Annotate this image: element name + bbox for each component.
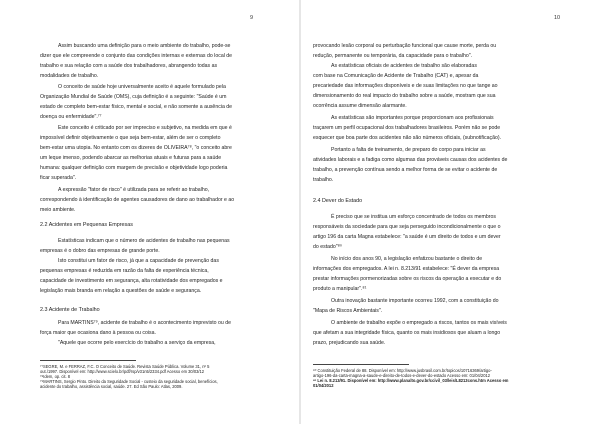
paragraph-line: dimensionamento do real impacto do trabalho sobre a saúde, mostram que sua: [313, 93, 496, 99]
paragraph-line: modalidades de trabalho.: [40, 73, 99, 79]
paragraph-line: traçarem um perfil ocupacional dos trabalhadores brasileiros. Porém não se pode: [313, 125, 501, 131]
section-heading: 2.4 Dever do Estado: [313, 198, 363, 204]
paragraph-line: informações dos empregados. A lei n. 8.213/91 estabelece: "É dever da empresa: [313, 266, 500, 272]
paragraph-line: prestar informações pormenorizadas sobre os riscos da operação a executar e do: [313, 276, 502, 282]
paragraph-line: As estatísticas oficiais de acidentes de trabalho são elaboradas: [331, 63, 477, 69]
footnote: ⁷⁷SEGRE, M. e FERRAZ, F.C. O Conceito de Saúde. Revista Saúde Pública. Volume 31, nº 5: [40, 364, 210, 369]
paragraph-line: pequenas empresas é reduzida em razão da falta de experiência técnica,: [40, 268, 209, 274]
paragraph-line: com base na Comunicação de Acidente de Trabalho (CAT) e, apesar da: [313, 73, 479, 79]
paragraph-line: trabalho, a prevenção contínua sendo a melhor forma de se evitar o acidente de: [313, 167, 498, 173]
left-page: [0, 0, 299, 424]
footnote: 01/04/2012: [313, 383, 334, 388]
page-number: 10: [554, 15, 561, 21]
paragraph-line: empresas é o dobro das empresas de grande porte.: [40, 248, 160, 254]
paragraph-line: ficar superada".: [40, 175, 77, 181]
paragraph-line: humana: qualquer definição com margem de precisão e objetividade logo poderia: [40, 165, 228, 171]
paragraph-line: É preciso que se institua um esforço concentrado de todos os membros: [331, 214, 496, 220]
paragraph-line: ocorrência assume dimensão alarmante.: [313, 103, 407, 109]
paragraph-line: Para MARTINS⁷⁹, acidente de trabalho é o acontecimento imprevisto ou de: [58, 320, 231, 326]
paragraph-line: Estatísticas indicam que o número de acidentes de trabalho nas pequenas: [58, 238, 230, 244]
paragraph-line: "Aquele que ocorre pelo exercício do trabalho a serviço da empresa,: [58, 340, 216, 346]
paragraph-line: "Mapa de Riscos Ambientais".: [313, 308, 383, 314]
paragraph-line: provocando lesão corporal ou perturbação funcional que cause morte, perda ou: [313, 43, 497, 49]
footnote: artigo-196-da-carta-magna-a-saude-e-direito-de-todos-e-dever-do-estado Acesso em: 01/04/2012: [313, 373, 491, 378]
paragraph-line: Assim buscando uma definição para o meio ambiente do trabalho, pode-se: [58, 43, 231, 49]
paragraph-line: doença ou enfermidade".⁷⁷: [40, 114, 102, 120]
footnote: ⁷⁸Idem, op. cit. 8: [40, 374, 71, 379]
paragraph-line: que afetam a sua integridade física, quanto os mais insidiosos que aluam a longo: [313, 330, 501, 336]
paragraph-line: precariedade das informações disponíveis e de suas limitações no que tange ao: [313, 83, 498, 89]
paragraph-line: força maior que ocasiona dano à pessoa ou coisa.: [40, 330, 156, 336]
paragraph-line: produto a manipular".⁸¹: [313, 286, 367, 292]
paragraph-line: dizer que ele compreende o conjunto das condições internas e externas do local de: [40, 53, 233, 59]
section-heading: 2.3 Acidente de Trabalho: [40, 307, 100, 313]
paragraph-line: bem-estar uma utopia. No entanto com os dizeres de OLIVEIRA⁷⁸, "o conceito abre: [40, 145, 232, 151]
paragraph-line: impossível definir objetivamente o que seja bem-estar, além de ser o completo: [40, 135, 221, 141]
paragraph-line: um leque imenso, podendo abarcar as melhorias atuais e futuras para a saúde: [40, 155, 222, 161]
footnote: ⁸¹ Lei n. 8.213/91. Disponível em: http://www.planalto.gov.br/ccivil_03/leis/L8213cons.htm Acesso em: [313, 378, 509, 383]
page-number: 9: [250, 15, 254, 21]
paragraph-line: A expressão "fator de risco" é utilizada para se referir ao trabalho,: [58, 187, 210, 193]
paragraph-line: responsáveis da sociedade para que seja perseguido incondicionalmente o que o: [313, 224, 501, 230]
paragraph-line: O ambiente de trabalho expõe o empregado a riscos, tantos os mais visíveis: [331, 320, 507, 326]
paragraph-line: Isto constitui um fator de risco, já que a capacidade de prevenção das: [58, 258, 219, 264]
footnote: ⁷⁹MARTINS, Sergio Pinto. Direito da Seguridade Social - custeio da seguridade social, benefícios,: [40, 379, 218, 384]
paragraph-line: do estado"⁸⁰: [313, 244, 342, 250]
paragraph-line: trabalho.: [313, 177, 334, 183]
section-heading: 2.2 Acidentes em Pequenas Empresas: [40, 222, 133, 228]
paragraph-line: legislação mais branda em relação a questões de saúde e segurança.: [40, 288, 202, 294]
paragraph-line: Outra inovação bastante importante ocorreu 1992, com a constituição do: [331, 298, 499, 304]
paragraph-line: artigo 196 da carta Magna estabelece: "a saúde é um direito de todos e um dever: [313, 234, 501, 240]
paragraph-line: meio ambiente.: [40, 207, 76, 213]
paragraph-line: atividades laborais e a fadiga como algumas das prováveis causas dos acidentes de: [313, 157, 508, 163]
footnote-separator: [313, 364, 409, 365]
paragraph-line: redução, permanente ou temporária, da capacidade para o trabalho".: [313, 53, 473, 59]
paragraph-line: Organização Mundial de Saúde (OMS), cuja definição é a seguinte: "Saúde é um: [40, 94, 227, 100]
paragraph-line: capacidade de investimento em segurança, alta rotatividade dos empregados e: [40, 278, 223, 284]
paragraph-line: No início dos anos 90, a legislação enfatizou bastante o direito de: [331, 256, 483, 262]
footnote: out./1997. Disponível em: http://www.scielo.br/pdf/rsp/v31n5/2334.pdf Acesso em 30/03/12: [40, 369, 205, 374]
paragraph-line: O conceito de saúde hoje universalmente aceito é aquele formulado pela: [58, 84, 226, 90]
paragraph-line: Este conceito é criticado por ser impreciso e subjetivo, na medida em que é: [58, 125, 232, 131]
paragraph-line: esquecer que boa parte dos acidentes não são números oficiais, (subnotificação).: [313, 135, 502, 141]
footnote-separator: [40, 360, 136, 361]
footnote: acidente do trabalho, assistência social, saúde. 27. Ed São Paulo: Atlas, 2009.: [40, 384, 183, 389]
paragraph-line: As estatísticas são importantes porque proporcionam aos profissionais: [331, 115, 494, 121]
paragraph-line: correspondendo à identificação de agentes causadores de dano ao trabalhador e ao: [40, 197, 235, 203]
footnote: ⁸⁰ Constituição Federal de 88. Disponível em: http://www.jusbrasil.com.br/topicos/10716369/artigo-: [313, 368, 492, 373]
paragraph-line: Portanto a falta de treinamento, de preparo do corpo para iniciar as: [331, 147, 486, 153]
paragraph-line: prazo, prejudicando sua saúde.: [313, 340, 386, 346]
right-page: [301, 0, 600, 424]
paragraph-line: estado de completo bem-estar físico, mental e social, e não somente a ausência de: [40, 104, 233, 110]
paragraph-line: trabalho e sua relação com a saúde dos trabalhadores, abrangendo todas as: [40, 63, 218, 69]
